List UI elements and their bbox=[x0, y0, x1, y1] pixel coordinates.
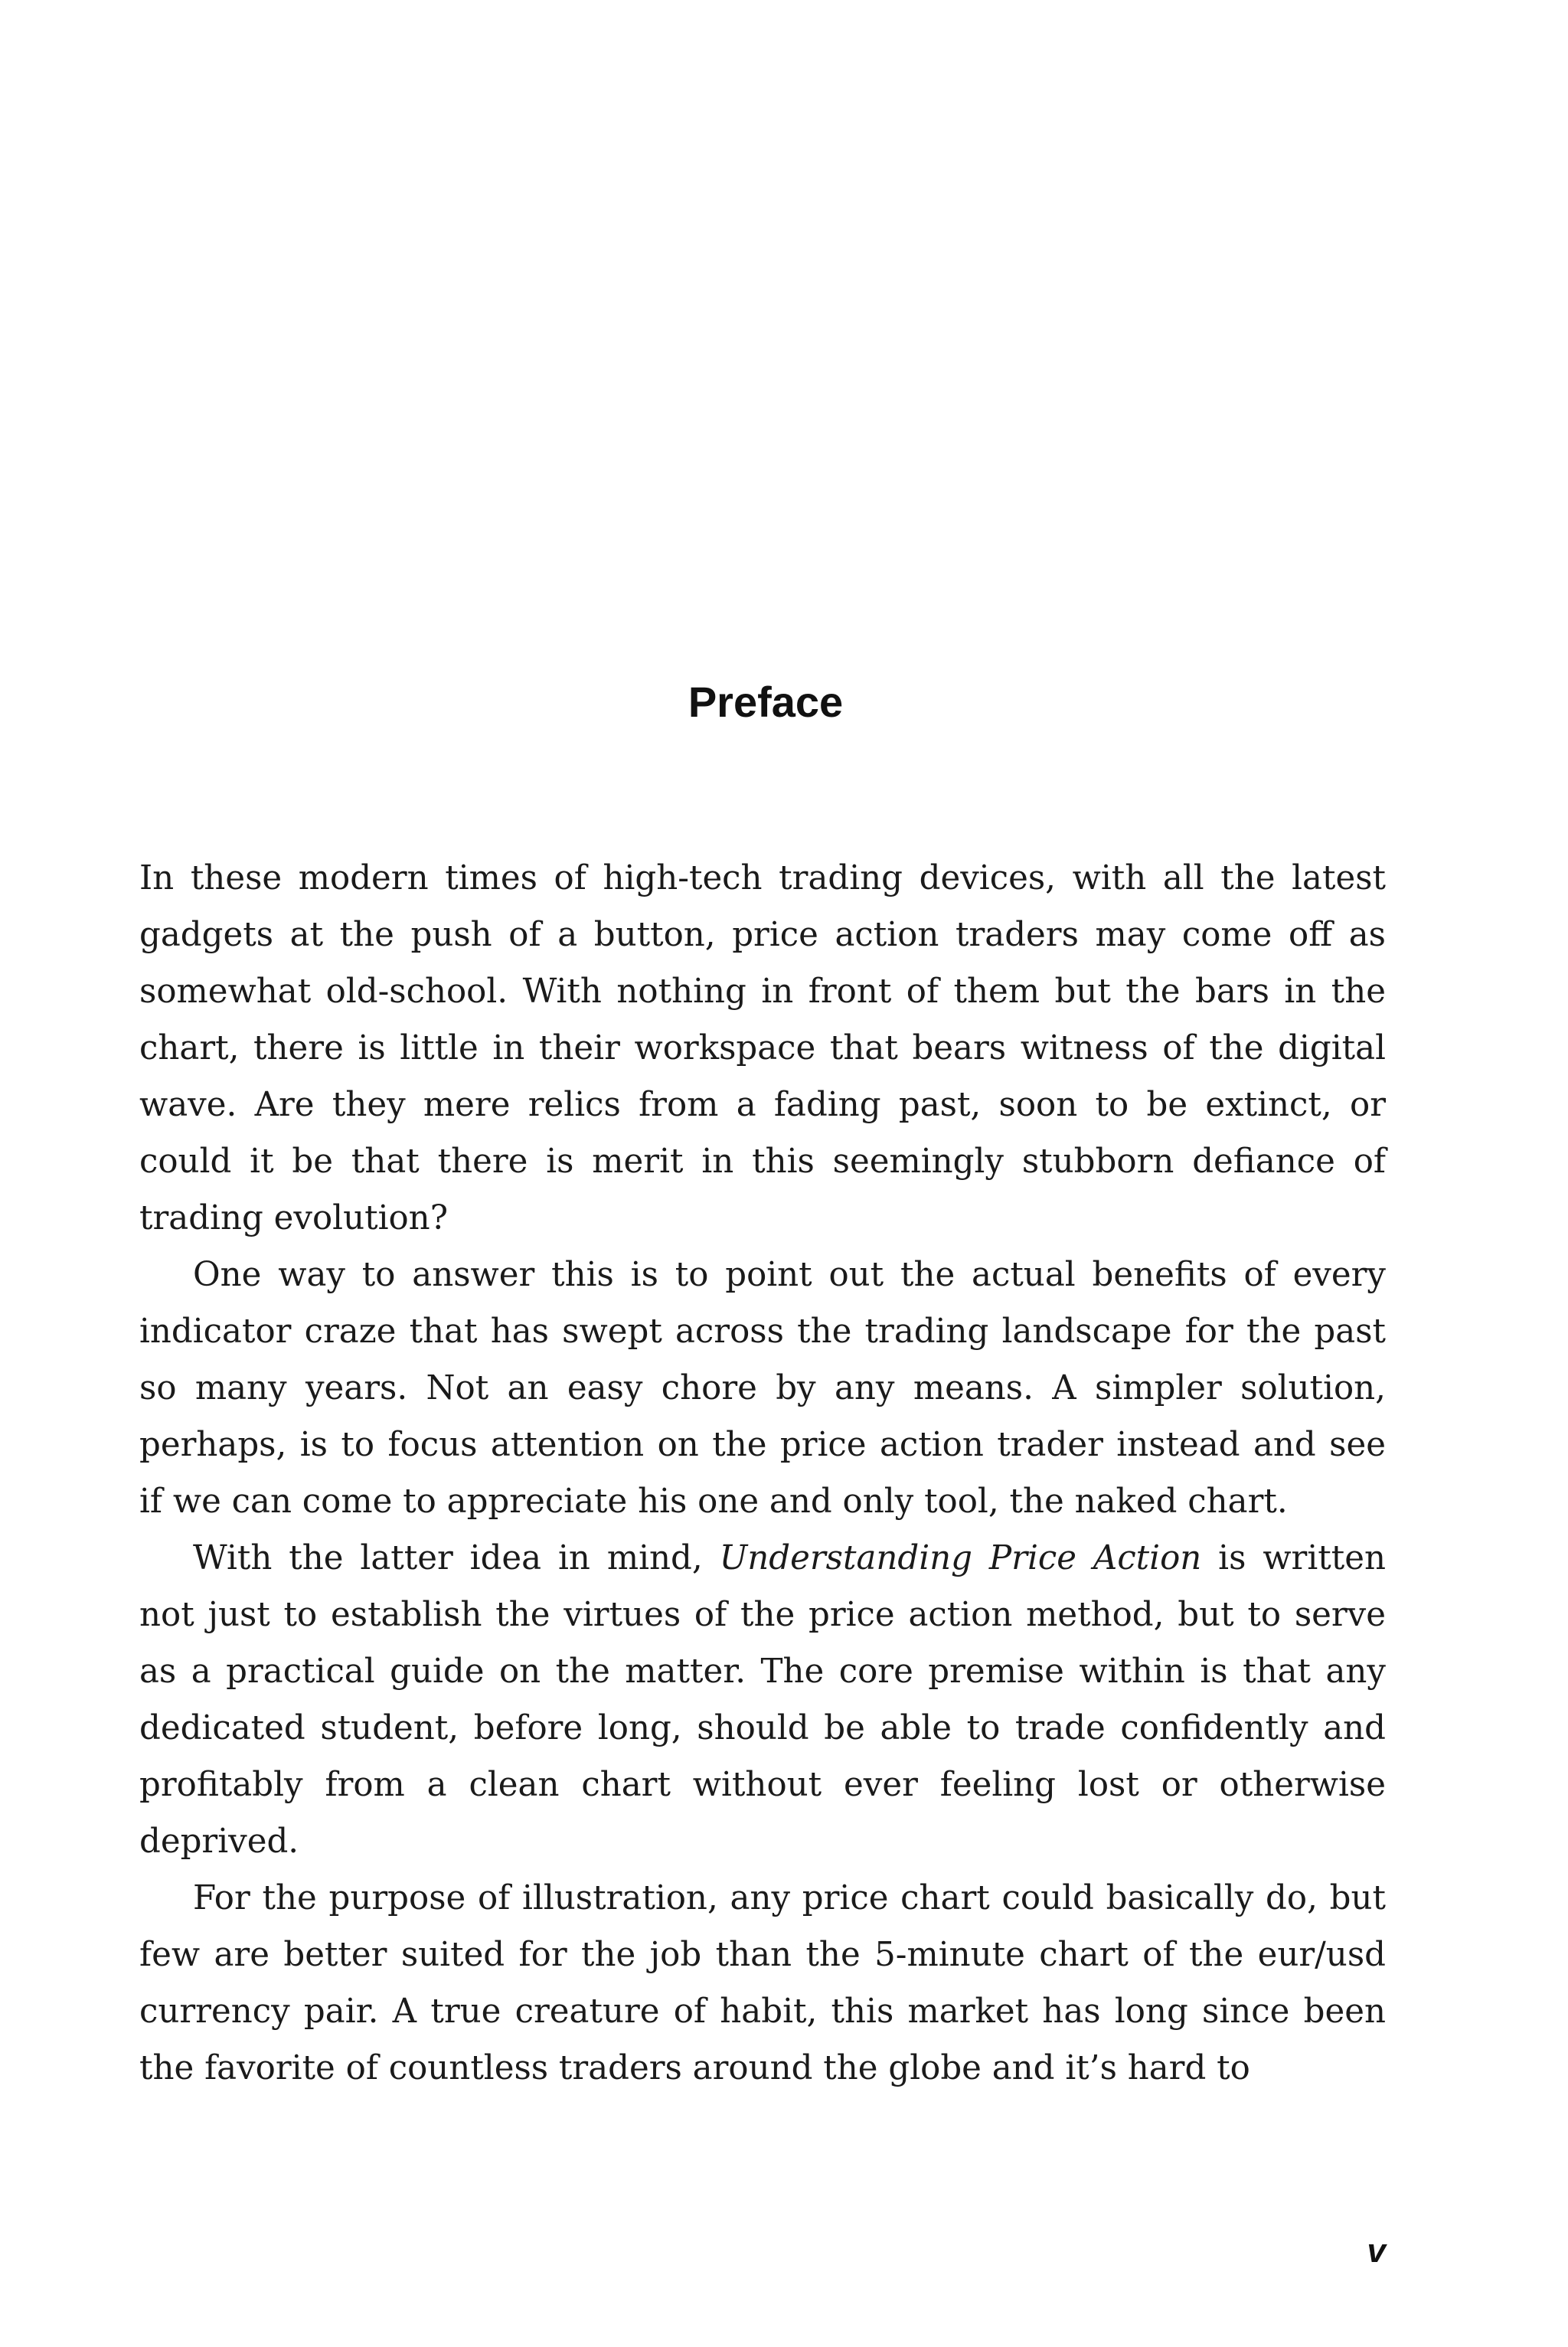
paragraph-3-rest: is written not just to establish the virtues of the price action method, but to serve as a practical guide on the matter. The core premise within is that any dedicated student, before long, should be able to trade confidently and profitably from a clean chart without ever feeling lost or otherwise deprived. bbox=[139, 1539, 1386, 1861]
book-title: Understanding Price Action bbox=[719, 1539, 1202, 1577]
paragraph-2: One way to answer this is to point out the actual benefits of every indicator craze that has swept across the trading landscape for the past so many years. Not an easy chore by any means. A simpler solution, perhaps, is to focus attention on the price action trader instead and see if we can come to appreciate his one and only tool, the naked chart. bbox=[139, 1256, 1386, 1521]
page-title: Preface bbox=[688, 678, 844, 726]
paragraph-1: In these modern times of high-tech trading devices, with all the latest gadgets at the push of a button, price action traders may come off as somewhat old-school. With nothing in front of them but the bars in the chart, there is little in their workspace that bears witness of the digital wave. Are they mere relics from a fading past, soon to be extinct, or could it be that there is merit in this seemingly stubborn defiance of trading evolution? bbox=[139, 859, 1386, 1237]
paragraph-3-lead: With the latter idea in mind, bbox=[193, 1539, 720, 1577]
paragraph-4: For the purpose of illustration, any price chart could basically do, but few are better suited for the job than the 5-minute chart of the eur/usd currency pair. A true creature of habit, this market has long since been the favorite of countless traders around the globe and it’s hard to bbox=[139, 1879, 1386, 2087]
page-number: v bbox=[1367, 2232, 1386, 2270]
paragraph-3 bbox=[139, 1530, 1386, 1870]
preface-body bbox=[139, 850, 1386, 2097]
